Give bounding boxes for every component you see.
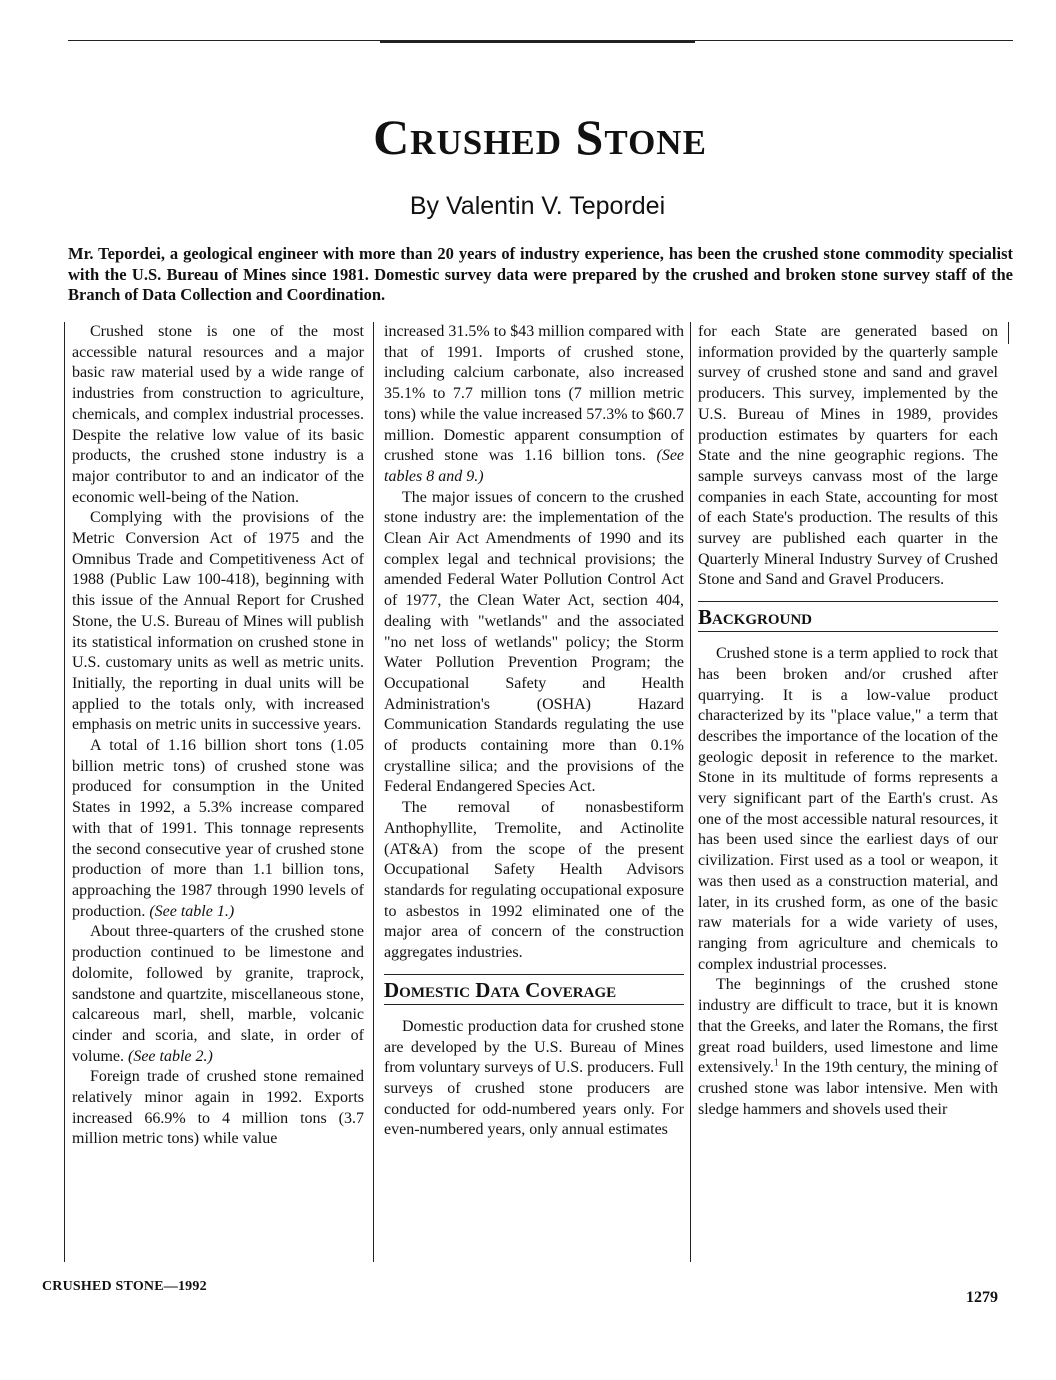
paragraph-text: A total of 1.16 billion short tons (1.05 billion metric tons) of crushed stone was produced for consumption in the United States in 1992, a 5.3% increase compared with that of 1991. This tonnage represents the second consecutive year of crushed stone production of more than 1.1 billion tons, approaching the 1987 through 1990 levels of production. — [72, 737, 364, 920]
paragraph — [698, 975, 998, 1120]
column-rule-middle-2 — [690, 322, 691, 1262]
paragraph-text: About three-quarters of the crushed stone production continued to be limestone and dolomite, followed by granite, traprock, sandstone and quartzite, miscellaneous stone, calcareous marl, shell, marble, volcanic cinder and scoria, and slate, in order of volume. — [72, 923, 364, 1065]
paragraph: Complying with the provisions of the Metric Conversion Act of 1975 and the Omnibus Trade and Competitiveness Act of 1988 (Public Law 100-418), beginning with this issue of the Annual Report for Crushed Stone, the U.S. Bureau of Mines will publish its statistical information on crushed stone in U.S. customary units as well as metric units. Initially, the reporting in dual units will be applied to the totals only, with increased emphasis on metric units in successive years. — [72, 509, 364, 734]
table-reference: (See tables 8 and 9.) — [384, 447, 685, 485]
paragraph-text: In the 19th century, the mining of crushed stone was labor intensive. Men with sledge hammers and shovels used their — [698, 1059, 998, 1118]
page-number: 1279 — [966, 1289, 998, 1306]
paragraph: Crushed stone is a term applied to rock that has been broken and/or crushed after quarrying. It is a low-value product characterized by its "place value," a term that describes the importance of the location of the geologic deposit in reference to the market. Stone in its multitude of forms represents a very significant part of the Earth's crust. As one of the most accessible natural resources, it has been used since the earliest days of our civilization. First used as a tool or weapon, it was then used as a construction material, and later, in its crushed form, as one of the basic raw materials for a wide variety of uses, ranging from agriculture and chemicals to complex industrial processes. — [698, 645, 998, 973]
author-intro: Mr. Tepordei, a geological engineer with more than 20 years of industry experience, has been the crushed stone commodity specialist with the U.S. Bureau of Mines since 1981. Domestic survey data were prepared by the crushed and broken stone survey staff of the Branch of Data Collection and Coordination. — [68, 244, 1013, 304]
paragraph: The removal of nonasbestiform Anthophyllite, Tremolite, and Actinolite (AT&A) from the scope of the present Occupational Safety Health Advisors standards for regulating occupational exposure to asbestos in 1992 eliminated one of the major area of concern of the construction aggregates industries. — [384, 799, 684, 962]
paragraph: Domestic production data for crushed stone are developed by the U.S. Bureau of Mines from voluntary surveys of U.S. producers. Full surveys of crushed stone producers are conducted for odd-numbered years only. For even-numbered years, only annual estimates — [384, 1017, 684, 1139]
footnote-marker: 1 — [773, 1057, 779, 1069]
running-title: CRUSHED STONE—1992 — [42, 1279, 207, 1294]
column-rule-middle-1 — [373, 322, 374, 1262]
paragraph: Crushed stone is one of the most accessible natural resources and a major basic raw material used by a wide range of industries from construction to agriculture, chemicals, and complex industrial processes. Despite the relative low value of its basic products, the crushed stone industry is a major contributor to and an indicator of the economic well-being of the Nation. — [72, 323, 364, 506]
text-column-3 — [698, 322, 998, 1120]
page-title: Crushed Stone — [373, 109, 707, 165]
paragraph-text: The beginnings of the crushed stone industry are difficult to trace, but it is known that the Greeks, and later the Romans, the first great road builders, used limestone and lime extensively. — [698, 976, 998, 1077]
column-rule-left — [64, 322, 65, 1262]
byline: By Valentin V. Tepordei — [409, 192, 666, 220]
section-heading-domestic-data-coverage: Domestic Data Coverage — [384, 974, 684, 1005]
text-column-1 — [72, 322, 364, 1150]
paragraph: for each State are generated based on information provided by the quarterly sample survey of crushed stone and sand and gravel producers. This survey, implemented by the U.S. Bureau of Mines in 1989, provides production estimates by quarters for each State and the nine geographic regions. The sample surveys canvass most of the large companies in each State, accounting for most of each State's production. The results of this survey are published each quarter in the Quarterly Mineral Industry Survey of Crushed Stone and Sand and Gravel Producers. — [698, 323, 998, 589]
text-column-2 — [384, 322, 684, 1141]
paragraph — [384, 322, 684, 488]
paragraph-text: increased 31.5% to $43 million compared with that of 1991. Imports of crushed stone, including calcium carbonate, also increased 35.1% to 7.7 million tons (7 million metric tons) while the value increased 57.3% to $60.7 million. Domestic apparent consumption of crushed stone was 1.16 billion tons. — [384, 323, 684, 465]
paragraph — [72, 736, 364, 922]
column-rule-right — [1008, 322, 1009, 344]
paragraph: The major issues of concern to the crushed stone industry are: the implementation of the Clean Air Act Amendments of 1990 and its complex legal and technical provisions; the amended Federal Water Pollution Control Act of 1977, the Clean Water Act, section 404, dealing with "wetlands" and the associated "no net loss of wetlands" policy; the Storm Water Pollution Prevention Program; the Occupational Safety and Health Administration's (OSHA) Hazard Communication Standards regulating the use of products containing more than 0.1% crystalline silica; and the provisions of the Federal Endangered Species Act. — [384, 488, 684, 796]
paragraph — [72, 922, 364, 1067]
table-reference: (See table 2.) — [128, 1047, 213, 1065]
paragraph: Foreign trade of crushed stone remained relatively minor again in 1992. Exports increased 66.9% to 4 million tons (3.7 million metric tons) while value — [72, 1068, 364, 1148]
section-heading-background: Background — [698, 601, 998, 632]
table-reference: (See table 1.) — [149, 902, 235, 920]
top-rule-accent — [380, 40, 695, 43]
